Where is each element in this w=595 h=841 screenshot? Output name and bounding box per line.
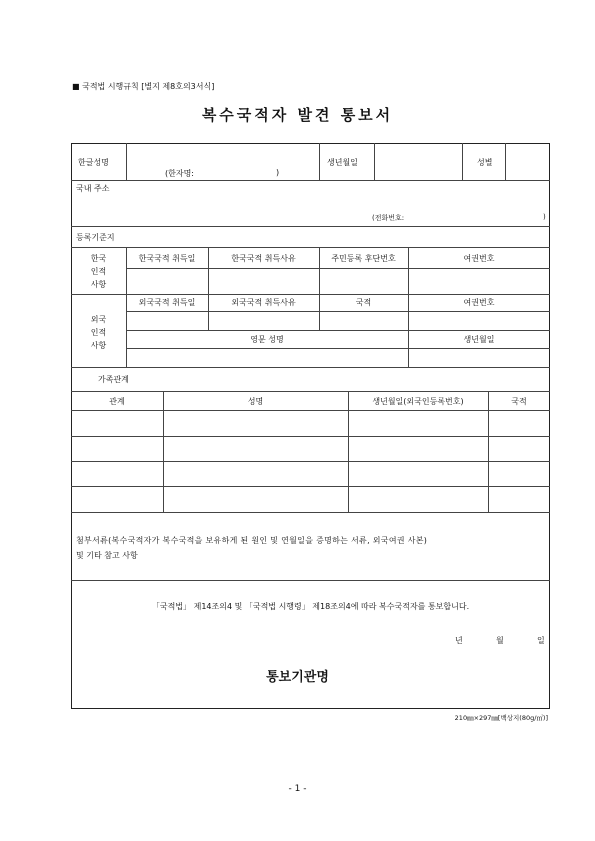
rule-v [126,143,127,180]
attachments-line2: 및 기타 참고 사항 [76,551,138,560]
label-foreign-section: 외국 인적 사항 [90,315,107,350]
label-hangul-name: 한글성명 [78,158,109,167]
rule-foreign-mid [126,330,550,331]
statement: 「국적법」 제14조의4 및 「국적법 시행령」 제18조의4에 따라 복수국적자를 통보합니다. [151,602,470,611]
rule-v [319,143,320,180]
rule-v [488,391,489,512]
col-kr-acq-date: 한국국적 취득일 [138,254,196,263]
col-fr-passport: 여권번호 [463,298,495,307]
paper-spec: 210㎜×297㎜[백상지(80g/㎡)] [454,714,548,722]
rule-korean-bottom [71,294,550,295]
label-phone: (전화번호: [372,214,405,222]
col-fr-acq-date: 외국국적 취득일 [138,298,196,307]
page-title: 복수국적자 발견 통보서 [201,106,394,124]
rule-address-bottom [71,226,550,227]
label-hanja-close: ) [276,168,280,177]
col-fr-acq-reason: 외국국적 취득사유 [231,298,296,307]
rule-attach-bottom [71,580,550,581]
col-family-name: 성명 [247,397,264,406]
rule-family-r3 [71,486,550,487]
date-year: 년 [455,636,463,645]
col-family-birth: 생년월일(외국인등록번호) [372,397,464,406]
rule-family-r2 [71,461,550,462]
rule-foreign-bottom [71,367,550,368]
form-number: ■ 국적법 시행규칙 [별지 제8호의3서식] [72,82,215,91]
rule-v [505,143,506,180]
rule-family-label [71,391,550,392]
rule-foreign-header [126,311,550,312]
rule-family-r1 [71,436,550,437]
col-kr-acq-reason: 한국국적 취득사유 [231,254,296,263]
rule-v [348,391,349,512]
col-kr-passport: 여권번호 [463,254,495,263]
rule-korean-header [126,268,550,269]
attachments-line1: 첨부서류(복수국적자가 복수국적을 보유하게 된 원인 및 연월일을 증명하는 서류, 외국여권 사본) [76,536,428,545]
col-family-nationality: 국적 [511,397,527,406]
col-nationality: 국적 [355,298,372,307]
label-korean-section: 한국 인적 사항 [90,254,107,289]
label-birth: 생년월일 [327,158,358,167]
form-frame [71,143,550,709]
rule-v [163,391,164,512]
col-fr-birth: 생년월일 [463,335,495,344]
col-english-name: 영문 성명 [250,335,284,344]
label-hanja-name: (한자명: [165,169,195,178]
signer-name: 통보기관명 [266,670,329,685]
date-day: 일 [537,636,545,645]
label-reg-base: 등록기준지 [76,233,115,242]
page-number: - 1 - [288,784,307,794]
rule-v [462,143,463,180]
col-relation: 관계 [109,397,125,406]
label-family: 가족관계 [98,375,129,384]
label-address: 국내 주소 [76,184,110,193]
date-month: 월 [496,636,504,645]
label-gender: 성별 [477,158,493,167]
rule-family-header [71,410,550,411]
rule-row1-bottom [71,180,550,181]
rule-v [374,143,375,180]
rule-foreign-mid2 [126,348,550,349]
col-resident-no: 주민등록 후단번호 [331,254,396,263]
label-phone-close: ) [543,213,546,221]
rule-reg-bottom [71,247,550,248]
rule-family-bottom [71,512,550,513]
